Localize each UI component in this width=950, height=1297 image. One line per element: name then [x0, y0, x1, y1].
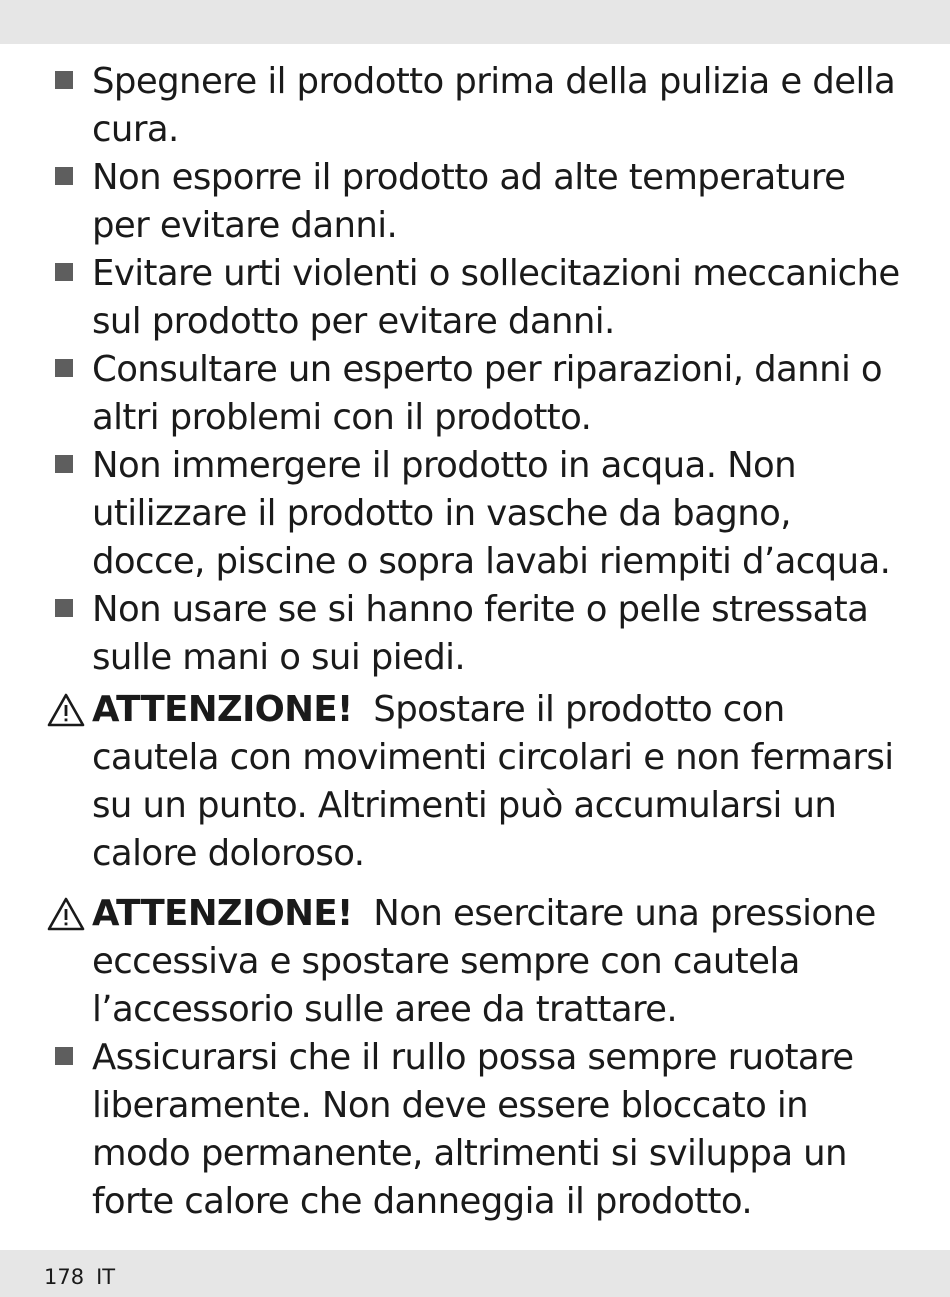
list-item: [0, 58, 950, 154]
warning-triangle-icon: [46, 896, 86, 932]
list-item: [0, 154, 950, 250]
item-text: Non usare se si hanno ferite o pelle stressata sulle mani o sui piedi.: [92, 589, 869, 678]
square-bullet-icon: [55, 1047, 73, 1065]
item-text: Non esporre il prodotto ad alte temperature per evitare danni.: [92, 157, 846, 246]
square-bullet-icon: [55, 359, 73, 377]
square-bullet-icon: [55, 599, 73, 617]
language-code: IT: [96, 1265, 116, 1289]
list-item: [0, 586, 950, 682]
list-item: [0, 346, 950, 442]
warning-item: [0, 890, 950, 1034]
square-bullet-icon: [55, 71, 73, 89]
warning-label: ATTENZIONE!: [92, 893, 353, 934]
item-text: Consultare un esperto per riparazioni, danni o altri problemi con il prodotto.: [92, 349, 883, 438]
item-text: Non esercitare una pressione eccessiva e spostare sempre con cautela l’accessorio sulle aree da trattare.: [92, 893, 876, 1030]
page-footer: [44, 1264, 127, 1290]
item-text: Assicurarsi che il rullo possa sempre ruotare liberamente. Non deve essere bloccato in modo permanente, altrimenti si sviluppa un forte calore che danneggia il prodotto.: [92, 1037, 854, 1222]
instruction-list: [0, 58, 950, 1226]
item-text: Non immergere il prodotto in acqua. Non utilizzare il prodotto in vasche da bagno, docce, piscine o sopra lavabi riempiti d’acqua.: [92, 445, 891, 582]
warning-item: [0, 686, 950, 878]
square-bullet-icon: [55, 455, 73, 473]
list-item: [0, 1034, 950, 1226]
page-number: 178: [44, 1265, 85, 1289]
square-bullet-icon: [55, 167, 73, 185]
item-text: Evitare urti violenti o sollecitazioni meccaniche sul prodotto per evitare danni.: [92, 253, 900, 342]
item-text: Spostare il prodotto con cautela con movimenti circolari e non fermarsi su un punto. Altrimenti può accumularsi un calore doloroso.: [92, 689, 894, 874]
list-item: [0, 250, 950, 346]
top-band: [0, 0, 950, 44]
warning-label: ATTENZIONE!: [92, 689, 353, 730]
item-text: Spegnere il prodotto prima della pulizia e della cura.: [92, 61, 896, 150]
bottom-band: [0, 1250, 950, 1297]
list-item: [0, 442, 950, 586]
square-bullet-icon: [55, 263, 73, 281]
warning-triangle-icon: [46, 692, 86, 728]
